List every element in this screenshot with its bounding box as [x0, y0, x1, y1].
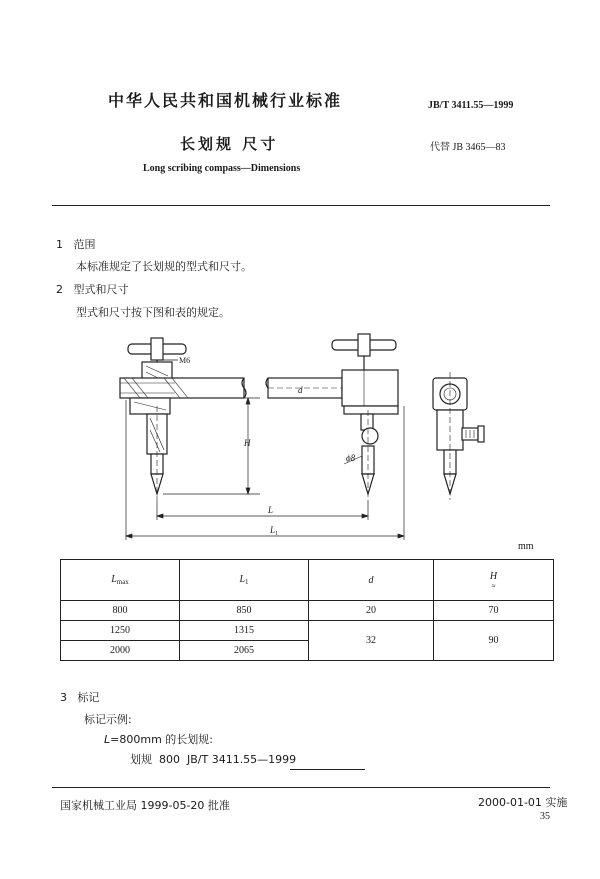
- condition-var: L: [104, 733, 111, 746]
- header-lmax: $L_{max}$: [61, 560, 180, 601]
- right-needle: [361, 410, 378, 500]
- cell-h-merged: 90: [434, 621, 554, 661]
- section-1-number: 1: [56, 238, 63, 251]
- table-header-row: [61, 560, 554, 601]
- section-3-title: 标记: [77, 691, 100, 704]
- left-clamp: [142, 362, 172, 380]
- document-title: 长划规 尺寸: [180, 135, 279, 153]
- dimensions-table: [60, 559, 554, 661]
- cell-lmax: 2000: [61, 641, 180, 661]
- cell-l1: 1315: [180, 621, 309, 641]
- standard-title: 中华人民共和国机械行业标准: [108, 91, 343, 110]
- dimension-l: [157, 500, 368, 520]
- section-1-text: 本标准规定了长划规的型式和尺寸。: [76, 260, 252, 273]
- right-clamp: [342, 370, 398, 414]
- implementation-text: 2000-01-01 实施: [478, 796, 568, 809]
- condition-text: =800mm 的长划规:: [110, 733, 213, 746]
- table-row: [61, 621, 554, 641]
- beam-break: [242, 378, 270, 398]
- standard-number: JB/T 3411.55—1999: [428, 100, 514, 111]
- section-2-number: 2: [56, 283, 63, 296]
- header-d: d: [309, 560, 434, 601]
- cell-d: 20: [309, 601, 434, 621]
- table-unit: mm: [518, 541, 534, 552]
- label-d: d: [298, 385, 303, 395]
- cell-l1: 2065: [180, 641, 309, 661]
- header-h: H ≈: [434, 560, 554, 601]
- label-l: L: [268, 505, 274, 515]
- header-l1: $L_1$: [180, 560, 309, 601]
- marking-example-label: 标记示例:: [84, 713, 132, 726]
- label-l1: $L_1$: [270, 525, 279, 537]
- table-row: [61, 601, 554, 621]
- left-lower-clamp: [130, 398, 170, 414]
- section-3-heading: [60, 689, 100, 705]
- end-rule: [290, 769, 365, 770]
- label-m6: M6: [179, 356, 191, 365]
- label-h: H: [244, 438, 251, 448]
- page-number: 35: [540, 811, 550, 822]
- cell-l1: 850: [180, 601, 309, 621]
- label-phi8: ϕ8: [346, 453, 356, 463]
- left-needle: [147, 406, 167, 500]
- cell-lmax: 1250: [61, 621, 180, 641]
- marking-condition: [104, 731, 213, 747]
- cell-lmax: 800: [61, 601, 180, 621]
- section-1-title: 范围: [73, 238, 96, 251]
- marking-designation: 划规 800 JB/T 3411.55—1999: [130, 753, 297, 766]
- english-title: Long scribing compass—Dimensions: [143, 163, 301, 174]
- section-2-text: 型式和尺寸按下图和表的规定。: [76, 306, 230, 319]
- footer-rule: [52, 787, 550, 788]
- section-3-number: 3: [60, 691, 67, 704]
- right-handle: [332, 334, 396, 370]
- approval-text: 国家机械工业局 1999-05-20 批准: [60, 799, 230, 812]
- cell-d-merged: 32: [309, 621, 434, 661]
- section-2-title: 型式和尺寸: [73, 283, 129, 296]
- beam-left: [120, 378, 244, 398]
- cell-h: 70: [434, 601, 554, 621]
- replaces-standard: 代替 JB 3465—83: [430, 142, 506, 153]
- side-view: [433, 372, 484, 500]
